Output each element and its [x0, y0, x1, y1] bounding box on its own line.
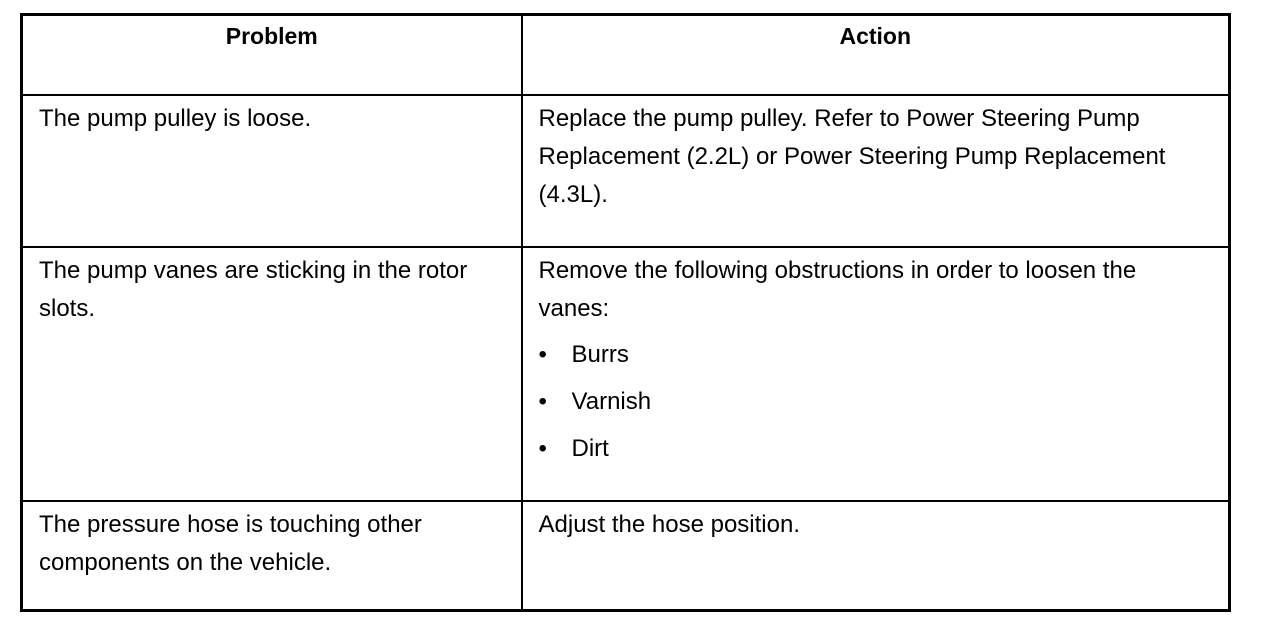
list-item [539, 336, 1213, 374]
action-cell [522, 501, 1230, 611]
table-row [22, 247, 1230, 501]
obstruction-list [539, 336, 1213, 468]
action-text: Remove the following obstructions in order to loosen the vanes: [538, 257, 1137, 322]
bullet-icon: • [538, 388, 547, 415]
action-text: Replace the pump pulley. Refer to Power Steering Pump Replacement (2.2L) or Power Steering Pump Replacement (4.3L). [538, 105, 1166, 208]
bullet-icon: • [538, 341, 547, 368]
bullet-icon: • [538, 435, 547, 462]
header-problem: Problem [22, 15, 522, 96]
table-row [22, 501, 1230, 611]
action-text: Adjust the hose position. [538, 511, 801, 538]
list-item-label: Dirt [571, 435, 609, 462]
troubleshooting-table [20, 13, 1231, 612]
list-item-label: Varnish [571, 388, 652, 415]
table-row [22, 95, 1230, 247]
problem-cell: The pump pulley is loose. [22, 95, 522, 247]
action-cell [522, 247, 1230, 501]
problem-cell: The pressure hose is touching other components on the vehicle. [22, 501, 522, 611]
table-header-row [22, 15, 1230, 96]
action-cell [522, 95, 1230, 247]
list-item [539, 430, 1213, 468]
problem-cell: The pump vanes are sticking in the rotor slots. [22, 247, 522, 501]
header-action: Action [522, 15, 1230, 96]
list-item [539, 383, 1213, 421]
list-item-label: Burrs [571, 341, 629, 368]
